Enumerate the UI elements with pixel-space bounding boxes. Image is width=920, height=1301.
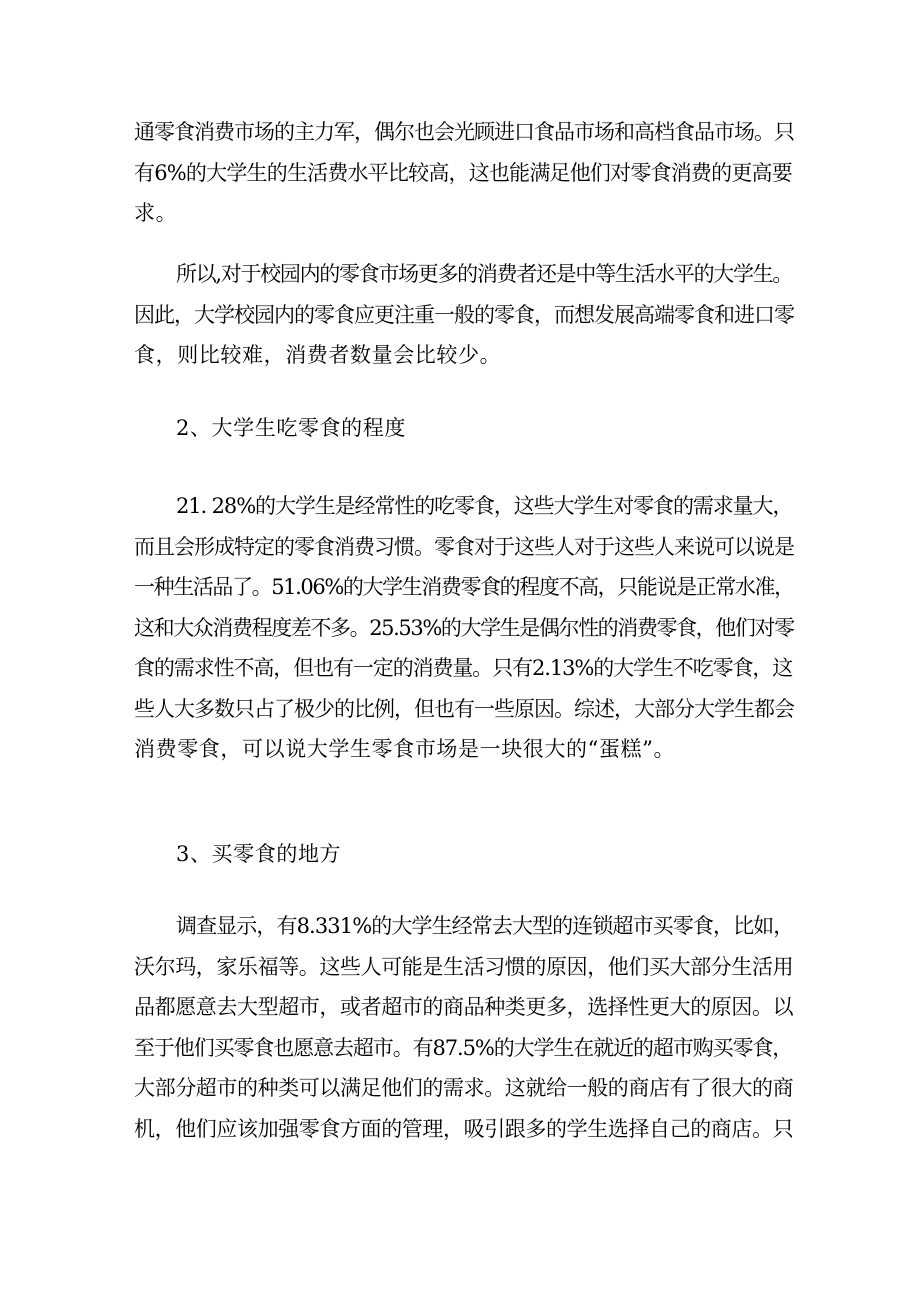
- paragraph-2: [134, 254, 794, 376]
- paragraph-3-line-7: 消费零食，可以说大学生零食市场是一块很大的“蛋糕”。: [134, 737, 676, 761]
- paragraph-3: [134, 486, 794, 770]
- paragraph-2-line-1: 所以,对于校园内的零食市场更多的消费者还是中等生活水平的大学生。: [176, 262, 793, 286]
- paragraph-4-line-3: 品都愿意去大型超市，或者超市的商品种类更多，选择性更大的原因。以: [134, 995, 794, 1019]
- paragraph-3-line-6: 些人大多数只占了极少的比例，但也有一些原因。综述，大部分大学生都会: [134, 696, 794, 721]
- paragraph-4-line-4: 至于他们买零食也愿意去超市。有87.5%的大学生在就近的超市购买零食，: [134, 1035, 793, 1060]
- paragraph-3-line-2: 而且会形成特定的零食消费习惯。零食对于这些人对于这些人来说可以说是: [134, 534, 794, 559]
- paragraph-3-line-3: 一种生活品了。51.06%的大学生消费零食的程度不高，只能说是正常水准，: [134, 575, 794, 599]
- section-heading-3: 3、买零食的地方: [176, 842, 342, 866]
- paragraph-4-line-1: 调查显示，有8.331%的大学生经常去大型的连锁超市买零食，比如，: [176, 914, 794, 938]
- paragraph-4-line-2: 沃尔玛，家乐福等。这些人可能是生活习惯的原因，他们买大部分生活用: [134, 954, 794, 979]
- paragraph-2-line-2: 因此，大学校园内的零食应更注重一般的零食，而想发展高端零食和进口零: [134, 302, 794, 327]
- paragraph-1-line-1: 通零食消费市场的主力军，偶尔也会光顾进口食品市场和高档食品市场。只: [134, 120, 794, 144]
- paragraph-3-line-5: 食的需求性不高，但也有一定的消费量。只有2.13%的大学生不吃零食，这: [134, 656, 793, 680]
- paragraph-1-line-2: 有6%的大学生的生活费水平比较高，这也能满足他们对零食消费的更高要: [134, 160, 792, 185]
- paragraph-4-line-5: 大部分超市的种类可以满足他们的需求。这就给一般的商店有了很大的商: [134, 1076, 794, 1100]
- paragraph-3-line-1: 21. 28%的大学生是经常性的吃零食，这些大学生对零食的需求量大，: [176, 494, 793, 518]
- paragraph-4: [134, 906, 794, 1149]
- paragraph-1: [134, 112, 794, 234]
- section-heading-2: 2、大学生吃零食的程度: [176, 416, 406, 440]
- paragraph-3-line-4: 这和大众消费程度差不多。25.53%的大学生是偶尔性的消费零食，他们对零: [134, 615, 794, 640]
- paragraph-1-line-3: 求。: [134, 201, 178, 225]
- paragraph-2-line-3: 食，则比较难，消费者数量会比较少。: [134, 343, 502, 367]
- paragraph-4-line-6: 机，他们应该加强零食方面的管理，吸引跟多的学生选择自己的商店。只: [134, 1116, 794, 1141]
